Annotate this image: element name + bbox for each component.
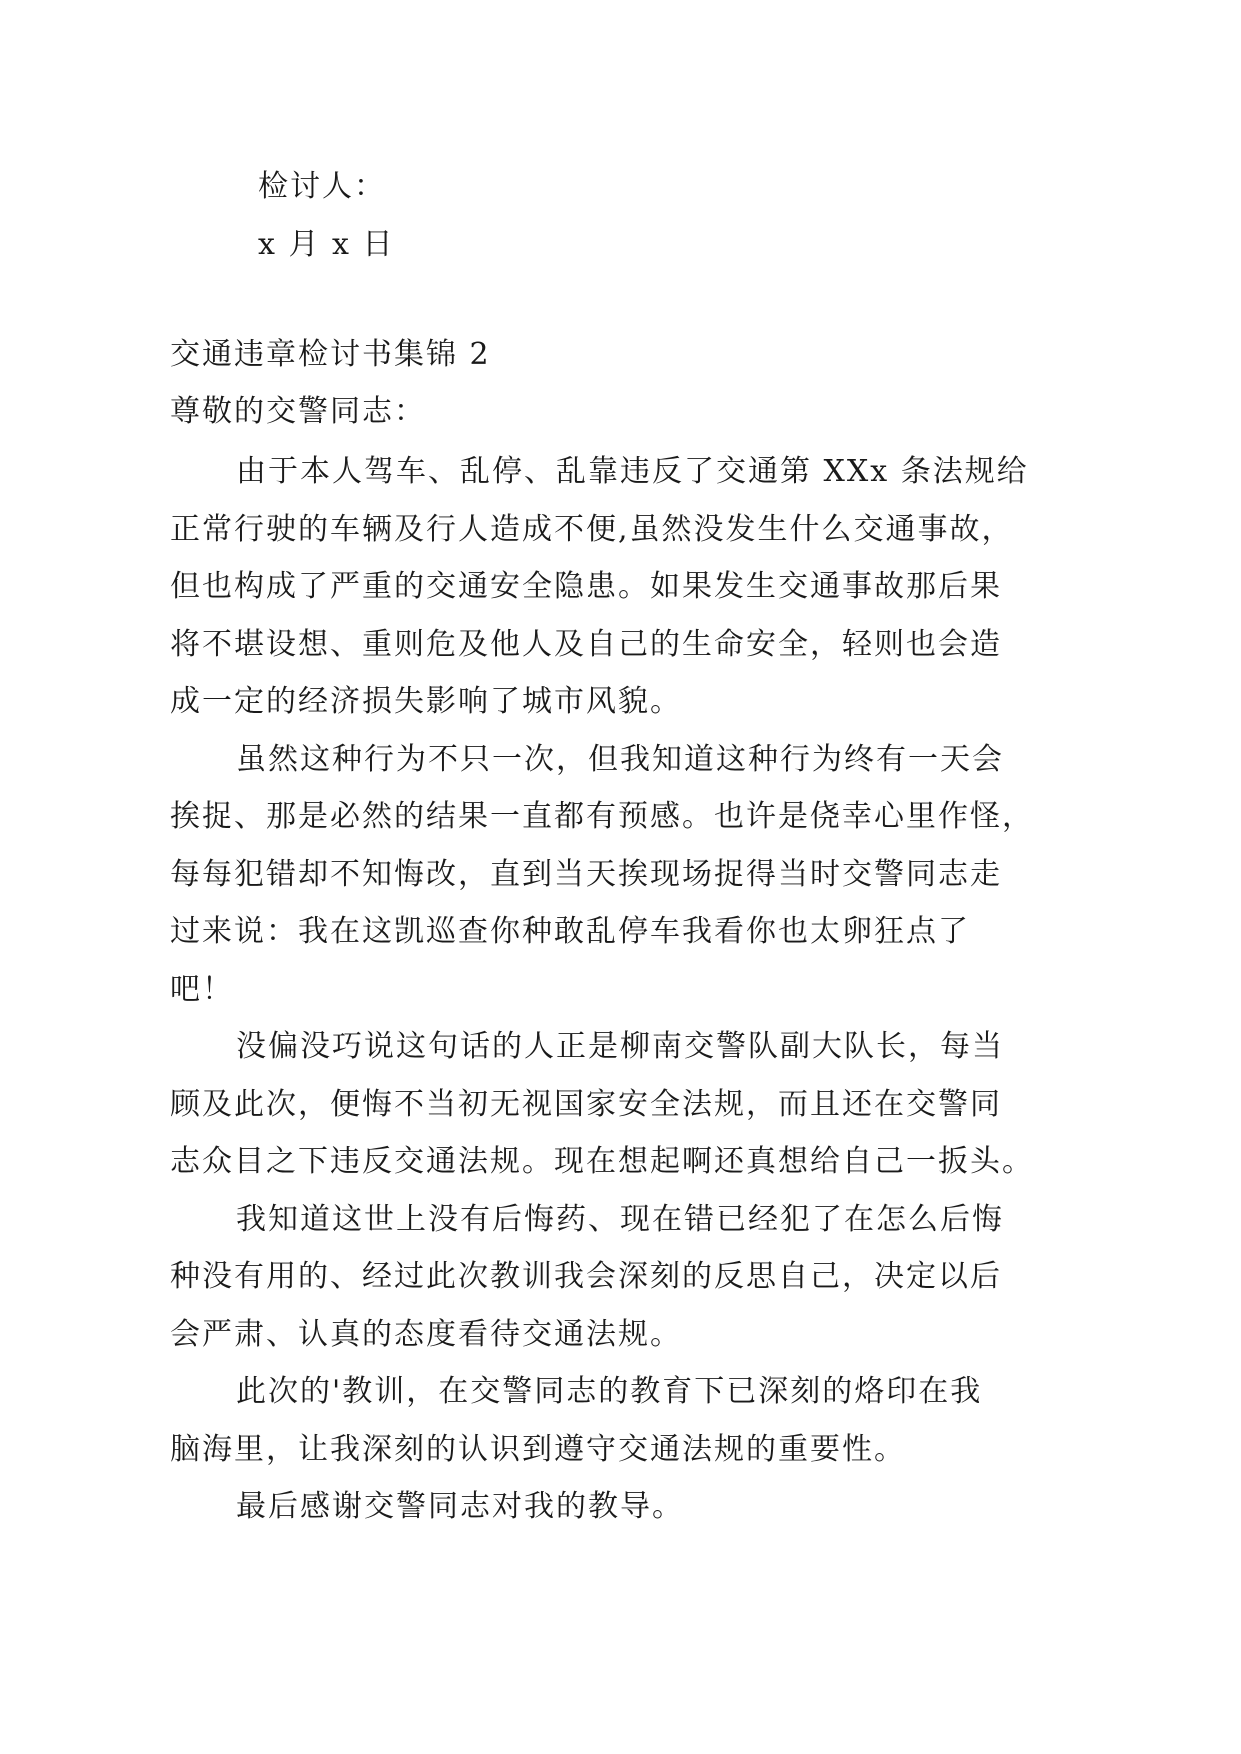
section-title: 交通违章检讨书集锦 2 [170,337,491,372]
paragraph-line: 吧！ [170,971,234,1007]
reviewer-label: 检讨人： [258,169,386,204]
paragraph [170,1018,1035,1191]
paragraph-line: 我知道这世上没有后悔药、现在错已经犯了在怎么后悔 [236,1201,1004,1237]
signature-date: x 月 x 日 [258,227,395,262]
paragraph [170,731,1035,1019]
paragraph-line: 由于本人驾车、乱停、乱靠违反了交通第 XXx 条法规给 [236,454,1029,489]
letter-body [170,443,1035,1536]
paragraph-line: 志众目之下违反交通法规。现在想起啊还真想给自己一扳头。 [170,1144,1034,1179]
paragraph-line: 会严肃、认真的态度看待交通法规。 [170,1316,682,1352]
paragraph [170,443,1035,731]
paragraph-line: 种没有用的、经过此次教训我会深刻的反思自己，决定以后 [170,1259,1002,1294]
paragraph-line: 但也构成了严重的交通安全隐患。如果发生交通事故那后果 [170,569,1002,604]
paragraph-line: 没偏没巧说这句话的人正是柳南交警队副大队长，每当 [236,1029,1004,1064]
paragraph-line: 虽然这种行为不只一次，但我知道这种行为终有一天会 [236,741,1004,777]
paragraph-line: 每每犯错却不知悔改，直到当天挨现场捉得当时交警同志走 [170,856,1002,892]
paragraph-line: 最后感谢交警同志对我的教导。 [236,1489,684,1524]
paragraph-line: 过来说：我在这凯巡查你种敢乱停车我看你也太卵狂点了 [170,914,970,949]
paragraph [170,1363,1035,1478]
salutation: 尊敬的交警同志： [170,394,426,429]
paragraph-line: 顾及此次，便悔不当初无视国家安全法规，而且还在交警同 [170,1086,1002,1122]
paragraph-line: 将不堪设想、重则危及他人及自己的生命安全，轻则也会造 [170,626,1002,662]
paragraph-line: 正常行驶的车辆及行人造成不便,虽然没发生什么交通事故， [170,511,1014,547]
paragraph-line: 脑海里，让我深刻的认识到遵守交通法规的重要性。 [170,1431,906,1467]
paragraph [170,1191,1035,1364]
paragraph-line: 此次的'教训，在交警同志的教育下已深刻的烙印在我 [236,1374,983,1409]
paragraph-line: 挨捉、那是必然的结果一直都有预感。也许是侥幸心里作怪， [170,799,1034,834]
paragraph [170,1478,1035,1536]
paragraph-line: 成一定的经济损失影响了城市风貌。 [170,684,682,719]
